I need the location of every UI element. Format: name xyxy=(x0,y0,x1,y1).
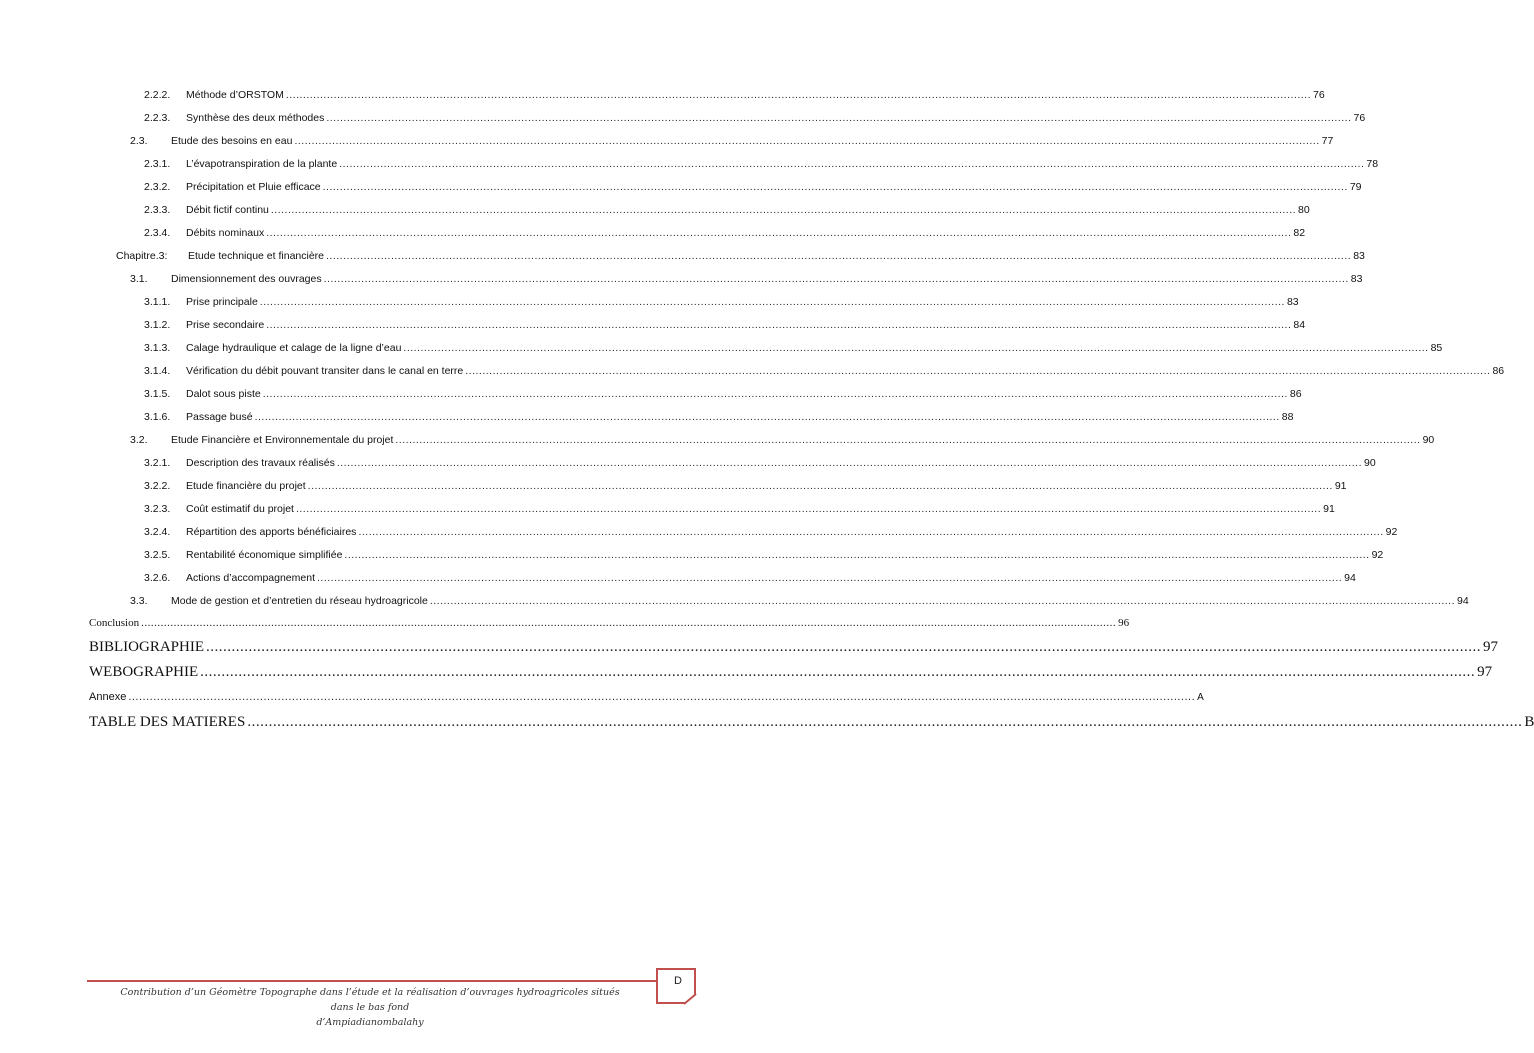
toc-entry-title: Méthode d’ORSTOM xyxy=(186,89,284,101)
toc-entry-title: Calage hydraulique et calage de la ligne d’eau xyxy=(186,342,402,354)
toc-entry-page: 80 xyxy=(1298,204,1310,216)
toc-entry-number: 3.2.2. xyxy=(144,480,171,492)
toc-entry-page: B xyxy=(1524,714,1534,730)
toc-entry[interactable] xyxy=(144,411,1294,423)
toc-leader-dots: ............................................................................................................................................................................................................................................................................................................ xyxy=(295,503,1322,515)
toc-entry-number: 3.3. xyxy=(130,595,148,607)
toc-leader-dots: ............................................................................................................................................................................................................................................................................................................ xyxy=(339,158,1365,170)
toc-entry[interactable] xyxy=(89,714,1534,731)
toc-entry-title: Prise secondaire xyxy=(186,319,265,331)
toc-entry-number: 2.3.4. xyxy=(144,227,171,239)
toc-entry-number: 2.3. xyxy=(130,135,148,147)
toc-entry-page: 86 xyxy=(1492,365,1505,377)
toc-entry-number: 3.2.4. xyxy=(144,526,171,538)
toc-entry-page: 83 xyxy=(1350,273,1363,285)
toc-entry-number: 3.1.4. xyxy=(144,365,171,377)
toc-leader-dots: ............................................................................................................................................................................................................................................................................................................ xyxy=(326,112,1352,124)
toc-entry-title: Coût estimatif du projet xyxy=(186,503,294,515)
toc-entry-title: L’évapotranspiration de la plante xyxy=(186,158,338,170)
toc-entry[interactable] xyxy=(144,572,1356,584)
toc-entry-title: TABLE DES MATIERES xyxy=(89,714,246,730)
toc-leader-dots: ............................................................................................................................................................................................................................................................................................................ xyxy=(326,250,1352,262)
toc-entry[interactable] xyxy=(130,595,1469,607)
toc-entry[interactable] xyxy=(89,691,1204,703)
toc-entry-number: 2.3.2. xyxy=(144,181,171,193)
toc-entry-page: 92 xyxy=(1385,526,1398,538)
toc-entry[interactable] xyxy=(130,273,1363,285)
toc-entry-page: 77 xyxy=(1321,135,1334,147)
toc-entry-page: 92 xyxy=(1371,549,1384,561)
toc-entry-page: 90 xyxy=(1422,434,1435,446)
toc-entry-number: Chapitre.3: xyxy=(116,250,168,262)
toc-leader-dots: ............................................................................................................................................................................................................................................................................................................ xyxy=(307,480,1333,492)
toc-leader-dots: ............................................................................................................................................................................................................................................................................................................ xyxy=(270,204,1297,216)
toc-entry[interactable] xyxy=(144,319,1306,331)
toc-entry-title: Répartition des apports bénéficiaires xyxy=(186,526,357,538)
toc-entry-title: Actions d’accompagnement xyxy=(186,572,315,584)
toc-leader-dots: ............................................................................................................................................................................................................................................................................................................ xyxy=(266,227,1292,239)
toc-leader-dots: ............................................................................................................................................................................................................................................................................................................ xyxy=(395,434,1421,446)
toc-leader-dots: ............................................................................................................................................................................................................................................................................................................ xyxy=(336,457,1362,469)
toc-entry[interactable] xyxy=(144,549,1384,561)
toc-leader-dots: ............................................................................................................................................................................................................................................................................................................ xyxy=(285,89,1312,101)
toc-entry-page: 94 xyxy=(1344,572,1356,584)
toc-entry[interactable] xyxy=(144,526,1398,538)
toc-entry-page: 78 xyxy=(1366,158,1379,170)
toc-entry-page: 82 xyxy=(1293,227,1306,239)
toc-entry-page: 79 xyxy=(1349,181,1362,193)
toc-entry[interactable] xyxy=(144,365,1505,377)
toc-leader-dots: ............................................................................................................................................................................................................................................................................................................ xyxy=(429,595,1456,607)
toc-entry[interactable] xyxy=(144,158,1379,170)
toc-leader-dots: ............................................................................................................................................................................................................................................................................................................ xyxy=(247,714,1523,730)
toc-entry-title: BIBLIOGRAPHIE xyxy=(89,639,204,655)
toc-entry[interactable] xyxy=(144,480,1347,492)
toc-entry-title: Dalot sous piste xyxy=(186,388,261,400)
toc-entry-title: Etude Financière et Environnementale du projet xyxy=(171,434,394,446)
toc-leader-dots: ............................................................................................................................................................................................................................................................................................................ xyxy=(294,135,1320,147)
toc-entry-title: Conclusion xyxy=(89,617,140,629)
toc-entry-page: 97 xyxy=(1477,664,1493,680)
toc-leader-dots: ............................................................................................................................................................................................................................................................................................................ xyxy=(403,342,1429,354)
toc-entry-page: 84 xyxy=(1293,319,1306,331)
toc-entry-page: 86 xyxy=(1289,388,1302,400)
toc-entry-title: Annexe xyxy=(89,691,127,703)
toc-entry-page: A xyxy=(1197,692,1204,703)
toc-entry-title: Description des travaux réalisés xyxy=(186,457,335,469)
toc-leader-dots: ............................................................................................................................................................................................................................................................................................................ xyxy=(358,526,1384,538)
toc-entry-number: 2.2.2. xyxy=(144,89,171,101)
toc-entry[interactable] xyxy=(116,250,1365,262)
toc-entry-page: 88 xyxy=(1281,411,1294,423)
toc-entry-title: Vérification du débit pouvant transiter dans le canal en terre xyxy=(186,365,464,377)
toc-entry[interactable] xyxy=(144,457,1376,469)
toc-entry-number: 3.2. xyxy=(130,434,148,446)
toc-entry[interactable] xyxy=(144,204,1310,216)
toc-entry[interactable] xyxy=(130,135,1334,147)
toc-leader-dots: ............................................................................................................................................................................................................................................................................................................ xyxy=(317,572,1343,584)
toc-entry-title: Passage busé xyxy=(186,411,253,423)
toc-entry[interactable] xyxy=(144,342,1443,354)
toc-leader-dots: ............................................................................................................................................................................................................................................................................................................ xyxy=(200,664,1476,680)
toc-entry-number: 3.1.6. xyxy=(144,411,171,423)
toc-entry-page: 91 xyxy=(1334,480,1347,492)
page-letter: D xyxy=(674,975,682,987)
toc-leader-dots: ............................................................................................................................................................................................................................................................................................................ xyxy=(128,691,1196,703)
toc-entry-title: Etude technique et financière xyxy=(188,250,325,262)
toc-entry-page: 91 xyxy=(1323,503,1335,515)
toc-entry-page: 94 xyxy=(1457,595,1469,607)
toc-leader-dots: ............................................................................................................................................................................................................................................................................................................ xyxy=(254,411,1280,423)
toc-leader-dots: ............................................................................................................................................................................................................................................................................................................ xyxy=(344,549,1370,561)
toc-entry-page: 83 xyxy=(1353,250,1365,262)
toc-entry-title: Etude financière du projet xyxy=(186,480,306,492)
toc-entry[interactable] xyxy=(89,664,1493,681)
toc-entry-number: 3.2.5. xyxy=(144,549,171,561)
toc-leader-dots: ............................................................................................................................................................................................................................................................................................................ xyxy=(266,319,1292,331)
toc-entry[interactable] xyxy=(130,434,1435,446)
toc-entry-number: 3.1.3. xyxy=(144,342,171,354)
toc-entry-page: 96 xyxy=(1118,617,1130,629)
toc-entry-title: Dimensionnement des ouvrages xyxy=(171,273,322,285)
toc-entry[interactable] xyxy=(89,617,1130,629)
toc-leader-dots: ............................................................................................................................................................................................................................................................................................................ xyxy=(262,388,1288,400)
toc-entry-title: Mode de gestion et d’entretien du réseau hydroagricole xyxy=(171,595,428,607)
toc-entry-number: 2.3.3. xyxy=(144,204,171,216)
toc-entry-page: 76 xyxy=(1313,89,1325,101)
toc-entry-title: Prise principale xyxy=(186,296,258,308)
toc-entry-title: WEBOGRAPHIE xyxy=(89,664,199,680)
toc-entry[interactable] xyxy=(144,181,1362,193)
toc-entry[interactable] xyxy=(144,227,1306,239)
toc-entry-number: 2.2.3. xyxy=(144,112,171,124)
toc-leader-dots: ............................................................................................................................................................................................................................................................................................................ xyxy=(465,365,1491,377)
toc-entry[interactable] xyxy=(144,112,1366,124)
toc-entry-number: 3.2.3. xyxy=(144,503,171,515)
toc-leader-dots: ............................................................................................................................................................................................................................................................................................................ xyxy=(323,273,1349,285)
toc-entry[interactable] xyxy=(144,296,1299,308)
toc-entry-page: 85 xyxy=(1430,342,1443,354)
toc-entry-number: 3.1.5. xyxy=(144,388,171,400)
toc-entry-page: 83 xyxy=(1286,296,1299,308)
toc-entry-number: 3.1.2. xyxy=(144,319,171,331)
toc-entry-number: 3.1.1. xyxy=(144,296,171,308)
toc-entry-number: 3.1. xyxy=(130,273,148,285)
toc-entry-number: 2.3.1. xyxy=(144,158,171,170)
toc-entry[interactable] xyxy=(144,89,1325,101)
toc-entry-page: 90 xyxy=(1364,457,1376,469)
toc-entry[interactable] xyxy=(89,639,1498,656)
toc-entry-title: Débit fictif continu xyxy=(186,204,269,216)
toc-entry-page: 97 xyxy=(1483,639,1498,655)
page-curl-icon xyxy=(684,994,696,1004)
footer-line-1: Contribution d’un Géomètre Topographe dans l’étude et la réalisation d’ouvrages hydroagricoles situés dans le bas fond xyxy=(120,987,620,1013)
toc-entry-title: Rentabilité économique simplifiée xyxy=(186,549,343,561)
toc-entry-title: Synthèse des deux méthodes xyxy=(186,112,325,124)
page-number-badge xyxy=(656,968,696,1004)
footer-line-2: d’Ampiadianombalahy xyxy=(316,1017,424,1028)
toc-entry[interactable] xyxy=(144,503,1335,515)
footer xyxy=(110,985,630,1030)
toc-entry[interactable] xyxy=(144,388,1302,400)
footer-rule xyxy=(87,980,659,982)
toc-entry-number: 3.2.1. xyxy=(144,457,171,469)
toc-leader-dots: ............................................................................................................................................................................................................................................................................................................ xyxy=(141,617,1117,629)
toc-leader-dots: ............................................................................................................................................................................................................................................................................................................ xyxy=(259,296,1285,308)
toc-entry-title: Etude des besoins en eau xyxy=(171,135,293,147)
toc-entry-title: Débits nominaux xyxy=(186,227,265,239)
toc-entry-page: 76 xyxy=(1353,112,1366,124)
toc-leader-dots: ............................................................................................................................................................................................................................................................................................................ xyxy=(206,639,1481,655)
toc-entry-number: 3.2.6. xyxy=(144,572,171,584)
toc-entry-title: Précipitation et Pluie efficace xyxy=(186,181,321,193)
toc-leader-dots: ............................................................................................................................................................................................................................................................................................................ xyxy=(322,181,1348,193)
